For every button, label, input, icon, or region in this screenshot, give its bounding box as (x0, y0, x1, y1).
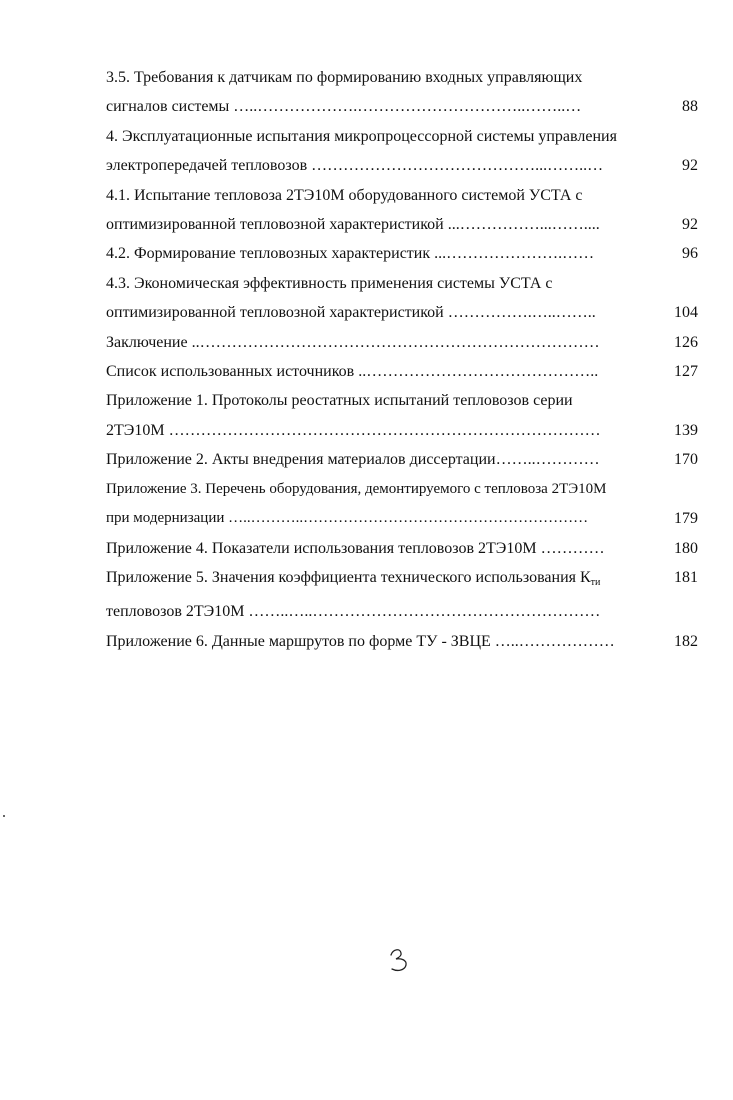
toc-entry-title: 4.2. Формирование тепловозных характеристик ...………………….…… (106, 245, 595, 263)
toc-entry-title-cont: 2ТЭ10М ……………………………………………………………………… (106, 421, 601, 439)
toc-entry-conclusion (106, 328, 698, 357)
toc-entry-title: 3.5. Требования к датчикам по формированию входных управляющих (106, 69, 583, 86)
toc-entry-title: Приложение 4. Показатели использования тепловозов 2ТЭ10М ………… (106, 539, 605, 557)
toc-entry-appendix-6 (106, 627, 698, 656)
toc-entry-title: Приложение 3. Перечень оборудования, демонтируемого с тепловоза 2ТЭ10М (106, 480, 607, 497)
toc-page-number: 182 (674, 632, 698, 650)
toc-page-number: 92 (682, 157, 698, 175)
toc-entry-appendix-3 (106, 475, 698, 534)
toc-entry-title: Заключение ..………………………………………………………………… (106, 333, 600, 351)
toc-entry-title-cont: при модернизации …..………..………………………………………………… (106, 510, 589, 527)
toc-page-number: 92 (682, 216, 698, 234)
toc-entry-title-cont: оптимизированной тепловозной характеристикой …………….…..…….. (106, 304, 596, 322)
toc-page-number: 139 (674, 421, 698, 439)
toc-entry-references (106, 357, 698, 386)
toc-entry-title: Приложение 2. Акты внедрения материалов диссертации……..………… (106, 451, 600, 469)
toc-entry-appendix-5 (106, 563, 698, 627)
toc-entry-title-cont: сигналов системы …..……………….…………………………..……..… (106, 98, 582, 116)
toc-entry-title-cont: тепловозов 2ТЭ10М ……..…..……………………………………………… (106, 603, 601, 621)
toc-page-number: 181 (674, 568, 698, 586)
toc-entry-appendix-2 (106, 445, 698, 474)
handwritten-page-number (386, 946, 416, 974)
toc-entry-title: 4. Эксплуатационные испытания микропроцессорной системы управления (106, 127, 617, 145)
toc-page-number: 126 (674, 333, 698, 351)
subscript: ти (590, 576, 601, 588)
toc-page-number: 170 (674, 451, 698, 469)
toc-entry-title-cont: электропередачей тепловозов ……………………………………...……..… (106, 157, 604, 175)
toc-entry-title: 4.3. Экономическая эффективность применения системы УСТА с (106, 274, 553, 292)
toc-page-number: 96 (682, 245, 698, 263)
toc-entry-4-2 (106, 239, 698, 268)
toc-entry-appendix-4 (106, 534, 698, 563)
toc-entry-4-1 (106, 181, 698, 240)
toc-entry-title: Список использованных источников ..…………………………………….. (106, 363, 599, 381)
toc-page-number: 127 (674, 363, 698, 381)
toc-page-number: 88 (682, 98, 698, 116)
toc-entry-title: Приложение 6. Данные маршрутов по форме ТУ - ЗВЦЕ …..……………… (106, 632, 615, 650)
toc-page-number: 104 (674, 304, 698, 322)
toc-entry-title: 4.1. Испытание тепловоза 2ТЭ10М оборудованного системой УСТА с (106, 186, 583, 204)
toc-entry-4-3 (106, 269, 698, 328)
toc-page-number: 179 (674, 510, 698, 528)
toc-entry-title: Приложение 1. Протоколы реостатных испытаний тепловозов серии (106, 392, 573, 410)
toc-entry-appendix-1 (106, 386, 698, 445)
toc-entry-title: Приложение 5. Значения коэффициента технического использования $К_{ти}$ (106, 568, 601, 588)
scan-speck (3, 815, 5, 817)
toc-entry-title-cont: оптимизированной тепловозной характеристикой ...……………...…….... (106, 216, 600, 234)
toc-page-number: 180 (674, 539, 698, 557)
toc-entry-3-5 (106, 63, 698, 122)
table-of-contents (106, 63, 698, 656)
toc-entry-4 (106, 122, 698, 181)
